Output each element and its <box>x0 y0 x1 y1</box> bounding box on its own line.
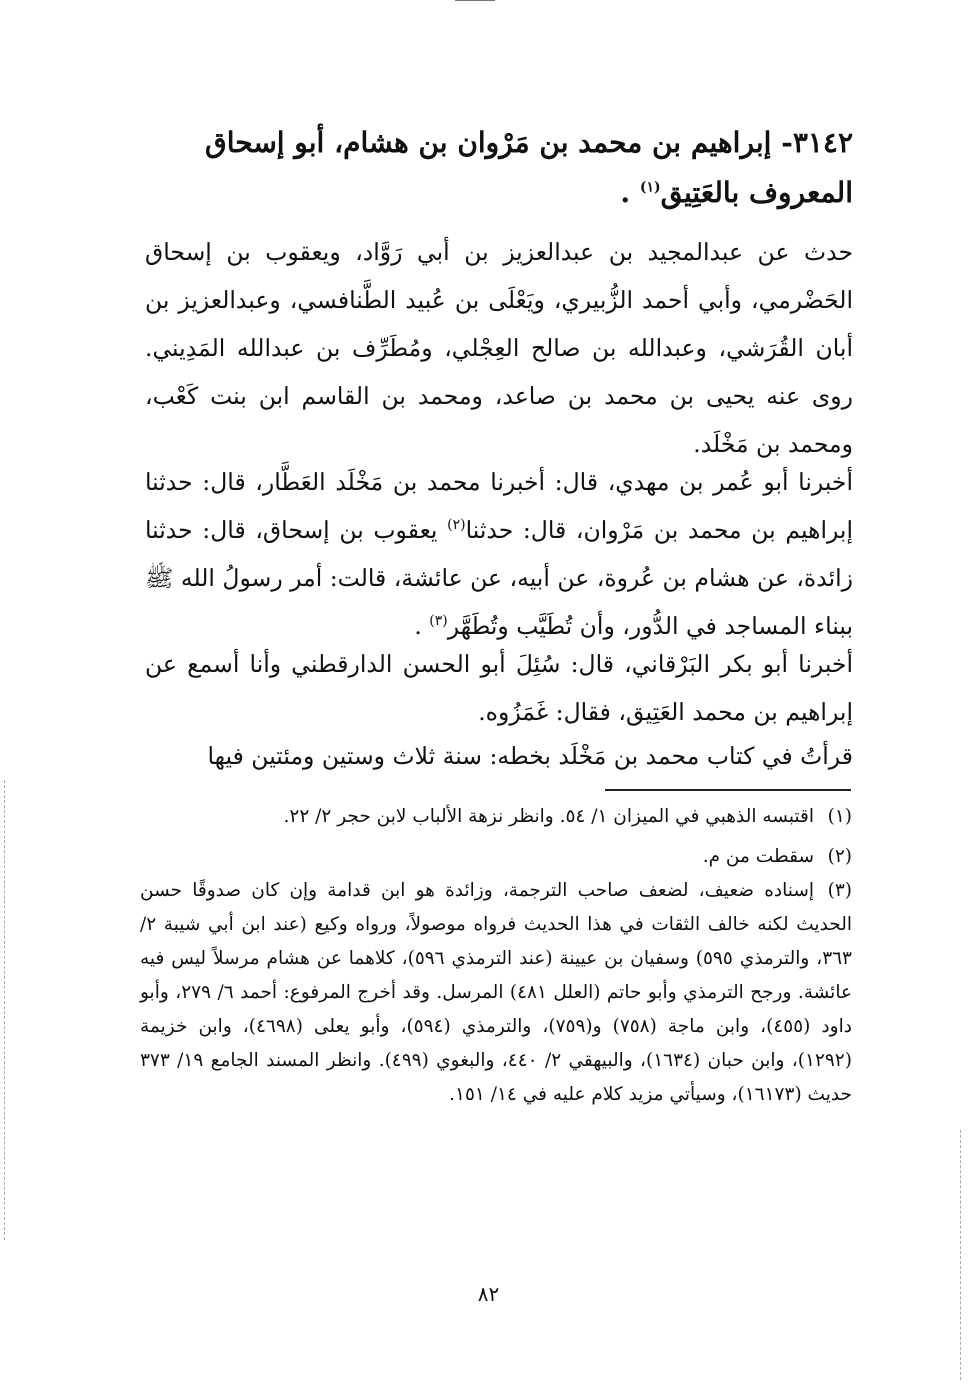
paragraph-makhlad: قرأتُ في كتاب محمد بن مَخْلَد بخطه: سنة ثلاث وستين ومئتين فيها <box>207 742 853 770</box>
footnote-ref-2: (٢) <box>447 517 466 534</box>
footnote-number: (١) <box>827 806 852 827</box>
scan-artifact-right <box>960 1130 962 1380</box>
footnote-1 <box>140 800 852 834</box>
paragraph-hadith-part-b: يعقوب بن إسحاق، قال: حدثنا زائدة، عن هشام بن عُروة، عن أبيه، عن عائشة، قالت: أمر رسولُ الله ﷺ ببناء المساجد في الدُّور، وأن تُطَيَّب وتُطَهَّر <box>145 516 853 640</box>
paragraph-darqutni: أخبرنا أبو بكر البَرْقاني، قال: سُئِلَ أبو الحسن الدارقطني وأنا أسمع عن إبراهيم بن محمد العَتِيق، فقال: غَمَزُوه. <box>145 650 853 726</box>
scan-artifact-left <box>4 780 6 1240</box>
footnote-number: (٢) <box>827 846 852 867</box>
footnote-text: إسناده ضعيف، لضعف صاحب الترجمة، وزائدة هو ابن قدامة وإن كان صدوقًا حسن الحديث لكنه خالف الثقات في هذا الحديث فرواه موصولاً، ورواه وكيع (عند ابن أبي شيبة ٢/ ٣٦٣، والترمذي ٥٩٥) وسفيان بن عيينة (عند الترمذي ٥٩٦)، كلاهما عن هشام مرسلاً ليس فيه عائشة. ورجح الترمذي وأبو حاتم (العلل ٤٨١) المرسل. وقد أخرج المرفوع: أحمد ٦/ ٢٧٩، وأبو داود (٤٥٥)، وابن ماجة (٧٥٨) و(٧٥٩)، والترمذي (٥٩٤)، وأبو يعلى (٤٦٩٨)، وابن خزيمة (١٢٩٢)، وابن حبان (١٦٣٤)، والبيهقي ٢/ ٤٤٠، والبغوي (٤٩٩). وانظر المسند الجامع ١٩/ ٣٧٣ حديث (١٦١٧٣)، وسيأتي مزيد كلام عليه في ١٤/ ١٥١. <box>140 880 852 1105</box>
entry-heading <box>145 118 853 218</box>
paragraph-narrators: حدث عن عبدالمجيد بن عبدالعزيز بن أبي رَوَّاد، ويعقوب بن إسحاق الحَضْرمي، وأبي أحمد الزُّبيري، ويَعْلَى بن عُبيد الطَّنافسي، وعبدالعزيز بن أبان القُرَشي، وعبدالله بن صالح العِجْلي، ومُطَرِّف بن عبدالله المَدِيني. روى عنه يحيى بن محمد بن صاعد، ومحمد بن القاسم ابن بنت كَعْب، ومحمد بن مَخْلَد. <box>145 238 853 458</box>
scan-artifact-top <box>455 0 495 4</box>
entry-heading-line1: ٣١٤٢- إبراهيم بن محمد بن مَرْوان بن هشام، أبو إسحاق <box>204 126 853 159</box>
footnote-number: (٣) <box>827 880 852 901</box>
entry-heading-line2: المعروف بالعَتِيق$^{(١)}$ . <box>620 176 853 209</box>
entry-heading-text: المعروف بالعَتِيق <box>660 176 853 209</box>
paragraph-hadith-end: . <box>414 612 422 640</box>
paragraph-hadith-part-a: أخبرنا أبو عُمر بن مهدي، قال: أخبرنا محمد بن مَخْلَد العَطَّار، قال: حدثنا إبراهيم بن محمد بن مَرْوان، قال: حدثنا <box>145 468 854 544</box>
footnote-separator <box>605 789 851 791</box>
footnote-2 <box>140 840 852 874</box>
footnote-ref-1: (١) <box>639 179 661 196</box>
footnote-text: اقتبسه الذهبي في الميزان ١/ ٥٤. وانظر نزهة الألباب لابن حجر ٢/ ٢٢. <box>283 806 814 827</box>
page-number: ٨٢ <box>477 1282 500 1306</box>
footnote-3 <box>140 874 852 1112</box>
footnote-ref-3: (٣) <box>429 613 448 630</box>
paragraph-hadith <box>145 458 853 650</box>
footnote-text: سقطت من م. <box>702 846 814 867</box>
